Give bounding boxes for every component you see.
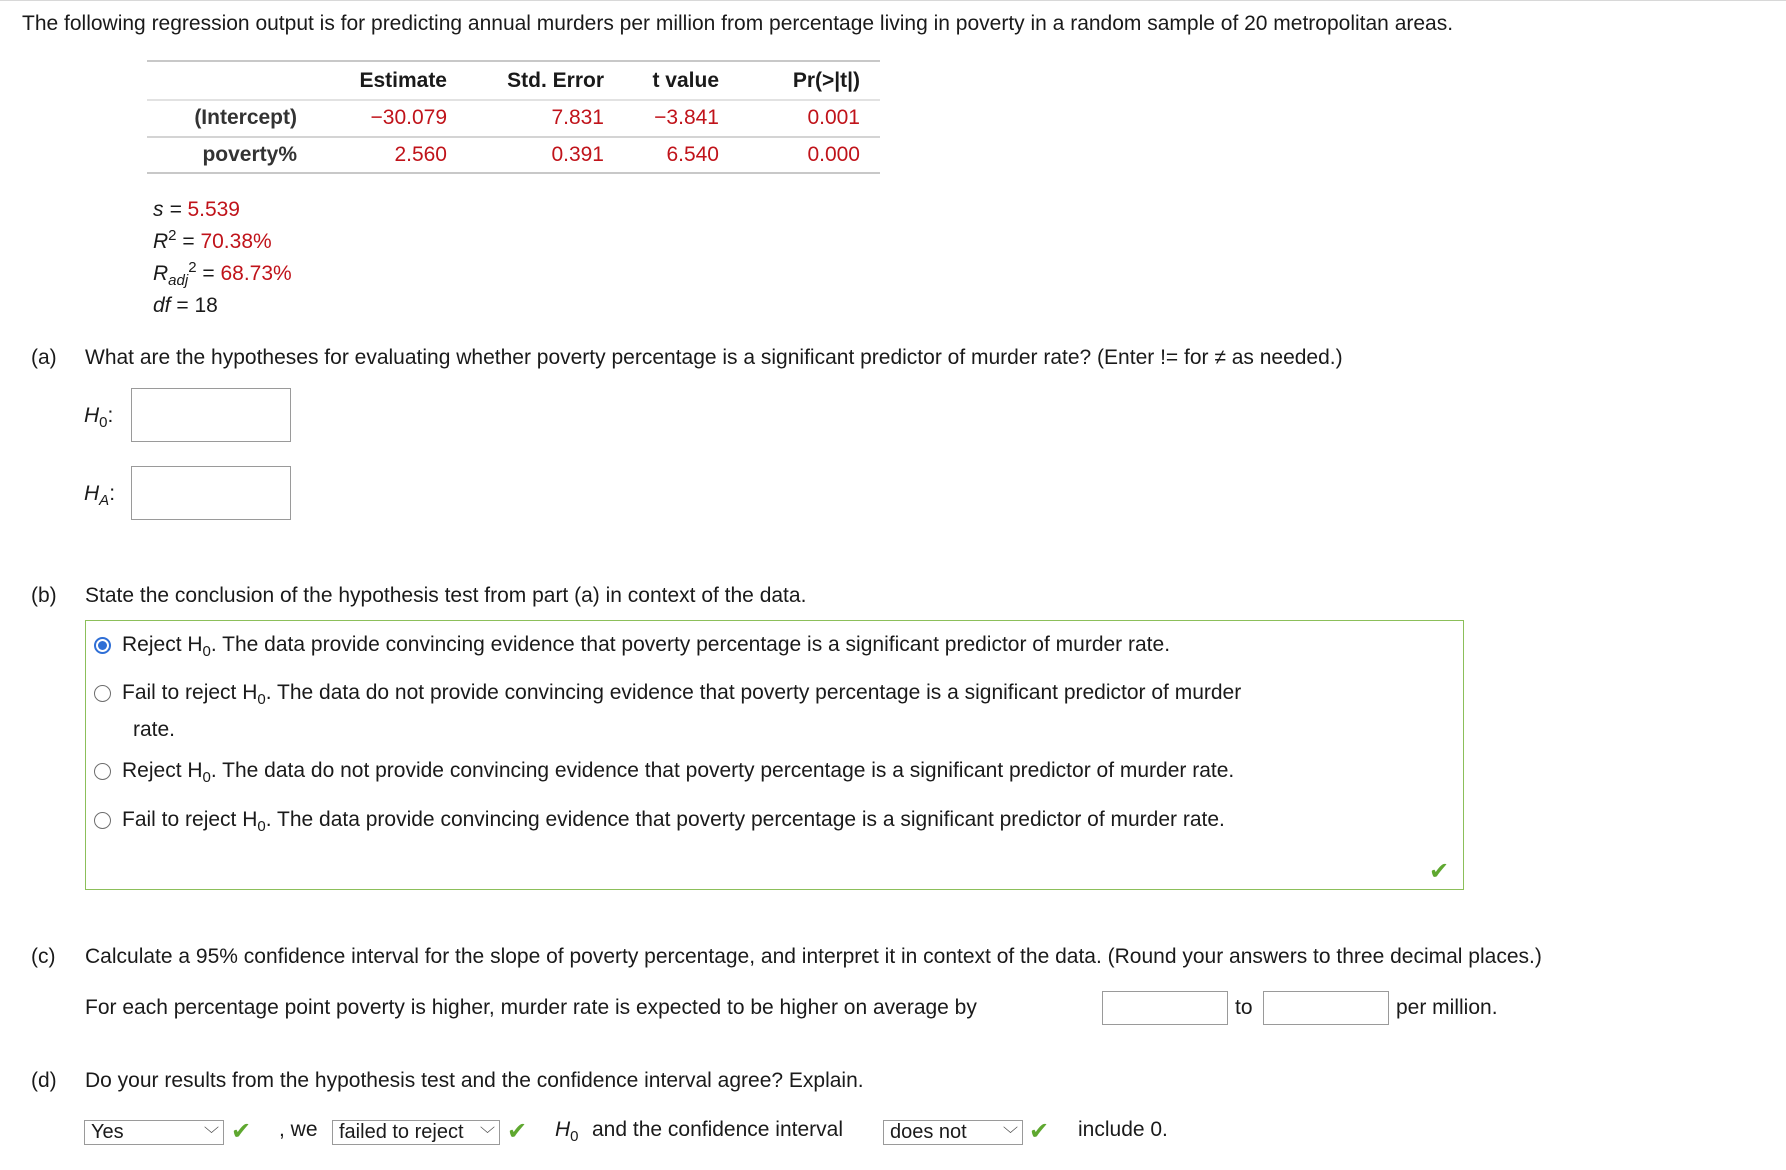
h0-inline	[555, 1118, 579, 1146]
conclusion-radio-group	[85, 620, 1464, 890]
option-2-body: . The data do not provide convincing evidence that poverty percentage is a significant predictor of murder	[265, 681, 1242, 704]
check-icon: ✔	[507, 1118, 528, 1145]
part-d-label: (d)	[31, 1069, 57, 1092]
ci-sentence-start: For each percentage point poverty is higher, murder rate is expected to be higher on average by	[85, 996, 977, 1019]
stat-radj-value: 68.73%	[220, 262, 292, 285]
part-c-question: Calculate a 95% confidence interval for the slope of poverty percentage, and interpret it in context of the data. (Round your answers to three decimal places.)	[85, 945, 1542, 968]
ha-colon: :	[109, 482, 116, 505]
part-c-label: (c)	[31, 945, 56, 968]
cell-poverty-t-value: 6.540	[666, 143, 719, 166]
option-2-text[interactable]	[122, 681, 1242, 709]
comma-we-text: , we	[279, 1118, 318, 1141]
chevron-down-icon: ﹀	[1002, 1126, 1018, 1143]
row-label-poverty: poverty%	[202, 143, 297, 166]
chevron-down-icon: ﹀	[479, 1126, 495, 1143]
check-icon: ✔	[1429, 858, 1450, 885]
radio-option-1[interactable]	[94, 637, 111, 654]
option-4-sub: 0	[257, 818, 266, 836]
stat-s-label: s =	[153, 198, 188, 221]
ha-input[interactable]	[131, 466, 291, 520]
regression-table	[147, 60, 880, 176]
stat-s	[153, 198, 240, 222]
header-std-error: Std. Error	[507, 69, 604, 92]
part-b-question: State the conclusion of the hypothesis test from part (a) in context of the data.	[85, 584, 807, 607]
ci-lower-input[interactable]	[1102, 991, 1228, 1025]
cell-poverty-estimate: 2.560	[394, 143, 447, 166]
option-3-text[interactable]	[122, 759, 1235, 787]
header-estimate: Estimate	[359, 69, 447, 92]
part-a-label: (a)	[31, 346, 57, 369]
stat-radj-sup: 2	[188, 259, 197, 276]
part-a-question: What are the hypotheses for evaluating whether poverty percentage is a significant predictor of murder rate? (Enter != for ≠ as needed.)	[85, 346, 1343, 369]
part-b-label: (b)	[31, 584, 57, 607]
table-top-rule	[147, 60, 880, 62]
stat-r2-value: 70.38%	[200, 230, 272, 253]
option-1-text[interactable]	[122, 633, 1171, 661]
table-header-rule	[147, 99, 880, 101]
table-row-rule	[147, 136, 880, 138]
stat-df	[153, 294, 218, 318]
include-zero-text: include 0.	[1078, 1118, 1168, 1141]
cell-intercept-p-value: 0.001	[807, 106, 860, 129]
check-icon: ✔	[1029, 1118, 1050, 1145]
part-d-question: Do your results from the hypothesis test and the confidence interval agree? Explain.	[85, 1069, 864, 1092]
reject-select[interactable]	[332, 1120, 500, 1145]
ci-upper-input[interactable]	[1263, 991, 1389, 1025]
option-4-prefix: Fail to reject H	[122, 808, 258, 831]
stat-radj-sub: adj	[168, 272, 189, 290]
stat-radj-label: R	[153, 262, 169, 285]
option-1-sub: 0	[202, 643, 211, 661]
stat-s-value: 5.539	[187, 198, 240, 221]
option-1-prefix: Reject H	[122, 633, 203, 656]
h0-colon: :	[107, 404, 114, 427]
option-2-continuation[interactable]: rate.	[133, 718, 176, 741]
check-icon: ✔	[231, 1118, 252, 1145]
option-3-body: . The data do not provide convincing evidence that poverty percentage is a significant predictor of murder rate.	[210, 759, 1235, 782]
stat-radj	[153, 259, 292, 290]
agree-select[interactable]	[84, 1120, 224, 1145]
ha-sub: A	[99, 492, 110, 510]
option-1-body: . The data provide convincing evidence that poverty percentage is a significant predictor of murder rate.	[210, 633, 1171, 656]
intro-text: The following regression output is for predicting annual murders per million from percentage living in poverty in a random sample of 20 metropolitan areas.	[22, 12, 1454, 35]
stat-r2-eq: =	[176, 230, 201, 253]
h0-input[interactable]	[131, 388, 291, 442]
h0-sub: 0	[99, 414, 108, 432]
cell-poverty-p-value: 0.000	[807, 143, 860, 166]
interval-text: and the confidence interval	[592, 1118, 844, 1141]
radio-option-3[interactable]	[94, 763, 111, 780]
cell-poverty-std-error: 0.391	[551, 143, 604, 166]
h0-letter: H	[84, 404, 100, 427]
row-label-intercept: (Intercept)	[194, 106, 297, 129]
stat-radj-eq: =	[196, 262, 221, 285]
header-p-value: Pr(>|t|)	[792, 69, 860, 92]
ci-sentence-end: per million.	[1396, 996, 1498, 1019]
h0-label	[84, 404, 114, 432]
stat-r2-sup: 2	[168, 227, 177, 244]
stat-df-value: 18	[194, 294, 218, 317]
ha-label	[84, 482, 116, 510]
option-3-prefix: Reject H	[122, 759, 203, 782]
option-4-body: . The data provide convincing evidence that poverty percentage is a significant predictor of murder rate.	[265, 808, 1225, 831]
table-bottom-rule	[147, 172, 880, 174]
include-select-value: does not	[890, 1121, 967, 1143]
radio-option-4[interactable]	[94, 812, 111, 829]
option-4-text[interactable]	[122, 808, 1225, 836]
header-t-value: t value	[652, 69, 719, 92]
agree-select-value: Yes	[91, 1121, 124, 1143]
ci-to-label: to	[1235, 996, 1253, 1019]
h0-inline-sub: 0	[570, 1128, 579, 1146]
option-2-sub: 0	[257, 691, 266, 709]
option-2-prefix: Fail to reject H	[122, 681, 258, 704]
h0-inline-letter: H	[555, 1118, 571, 1141]
stat-r2	[153, 227, 272, 254]
top-divider	[0, 0, 1786, 1]
stat-df-label: df	[153, 294, 171, 317]
stat-df-eq: =	[170, 294, 195, 317]
radio-option-2[interactable]	[94, 685, 111, 702]
cell-intercept-t-value: −3.841	[654, 106, 719, 129]
ha-letter: H	[84, 482, 100, 505]
reject-select-value: failed to reject	[339, 1121, 464, 1143]
chevron-down-icon: ﹀	[203, 1126, 219, 1143]
option-3-sub: 0	[202, 769, 211, 787]
cell-intercept-std-error: 7.831	[551, 106, 604, 129]
include-select[interactable]	[883, 1120, 1023, 1145]
stat-r2-label: R	[153, 230, 169, 253]
cell-intercept-estimate: −30.079	[370, 106, 447, 129]
